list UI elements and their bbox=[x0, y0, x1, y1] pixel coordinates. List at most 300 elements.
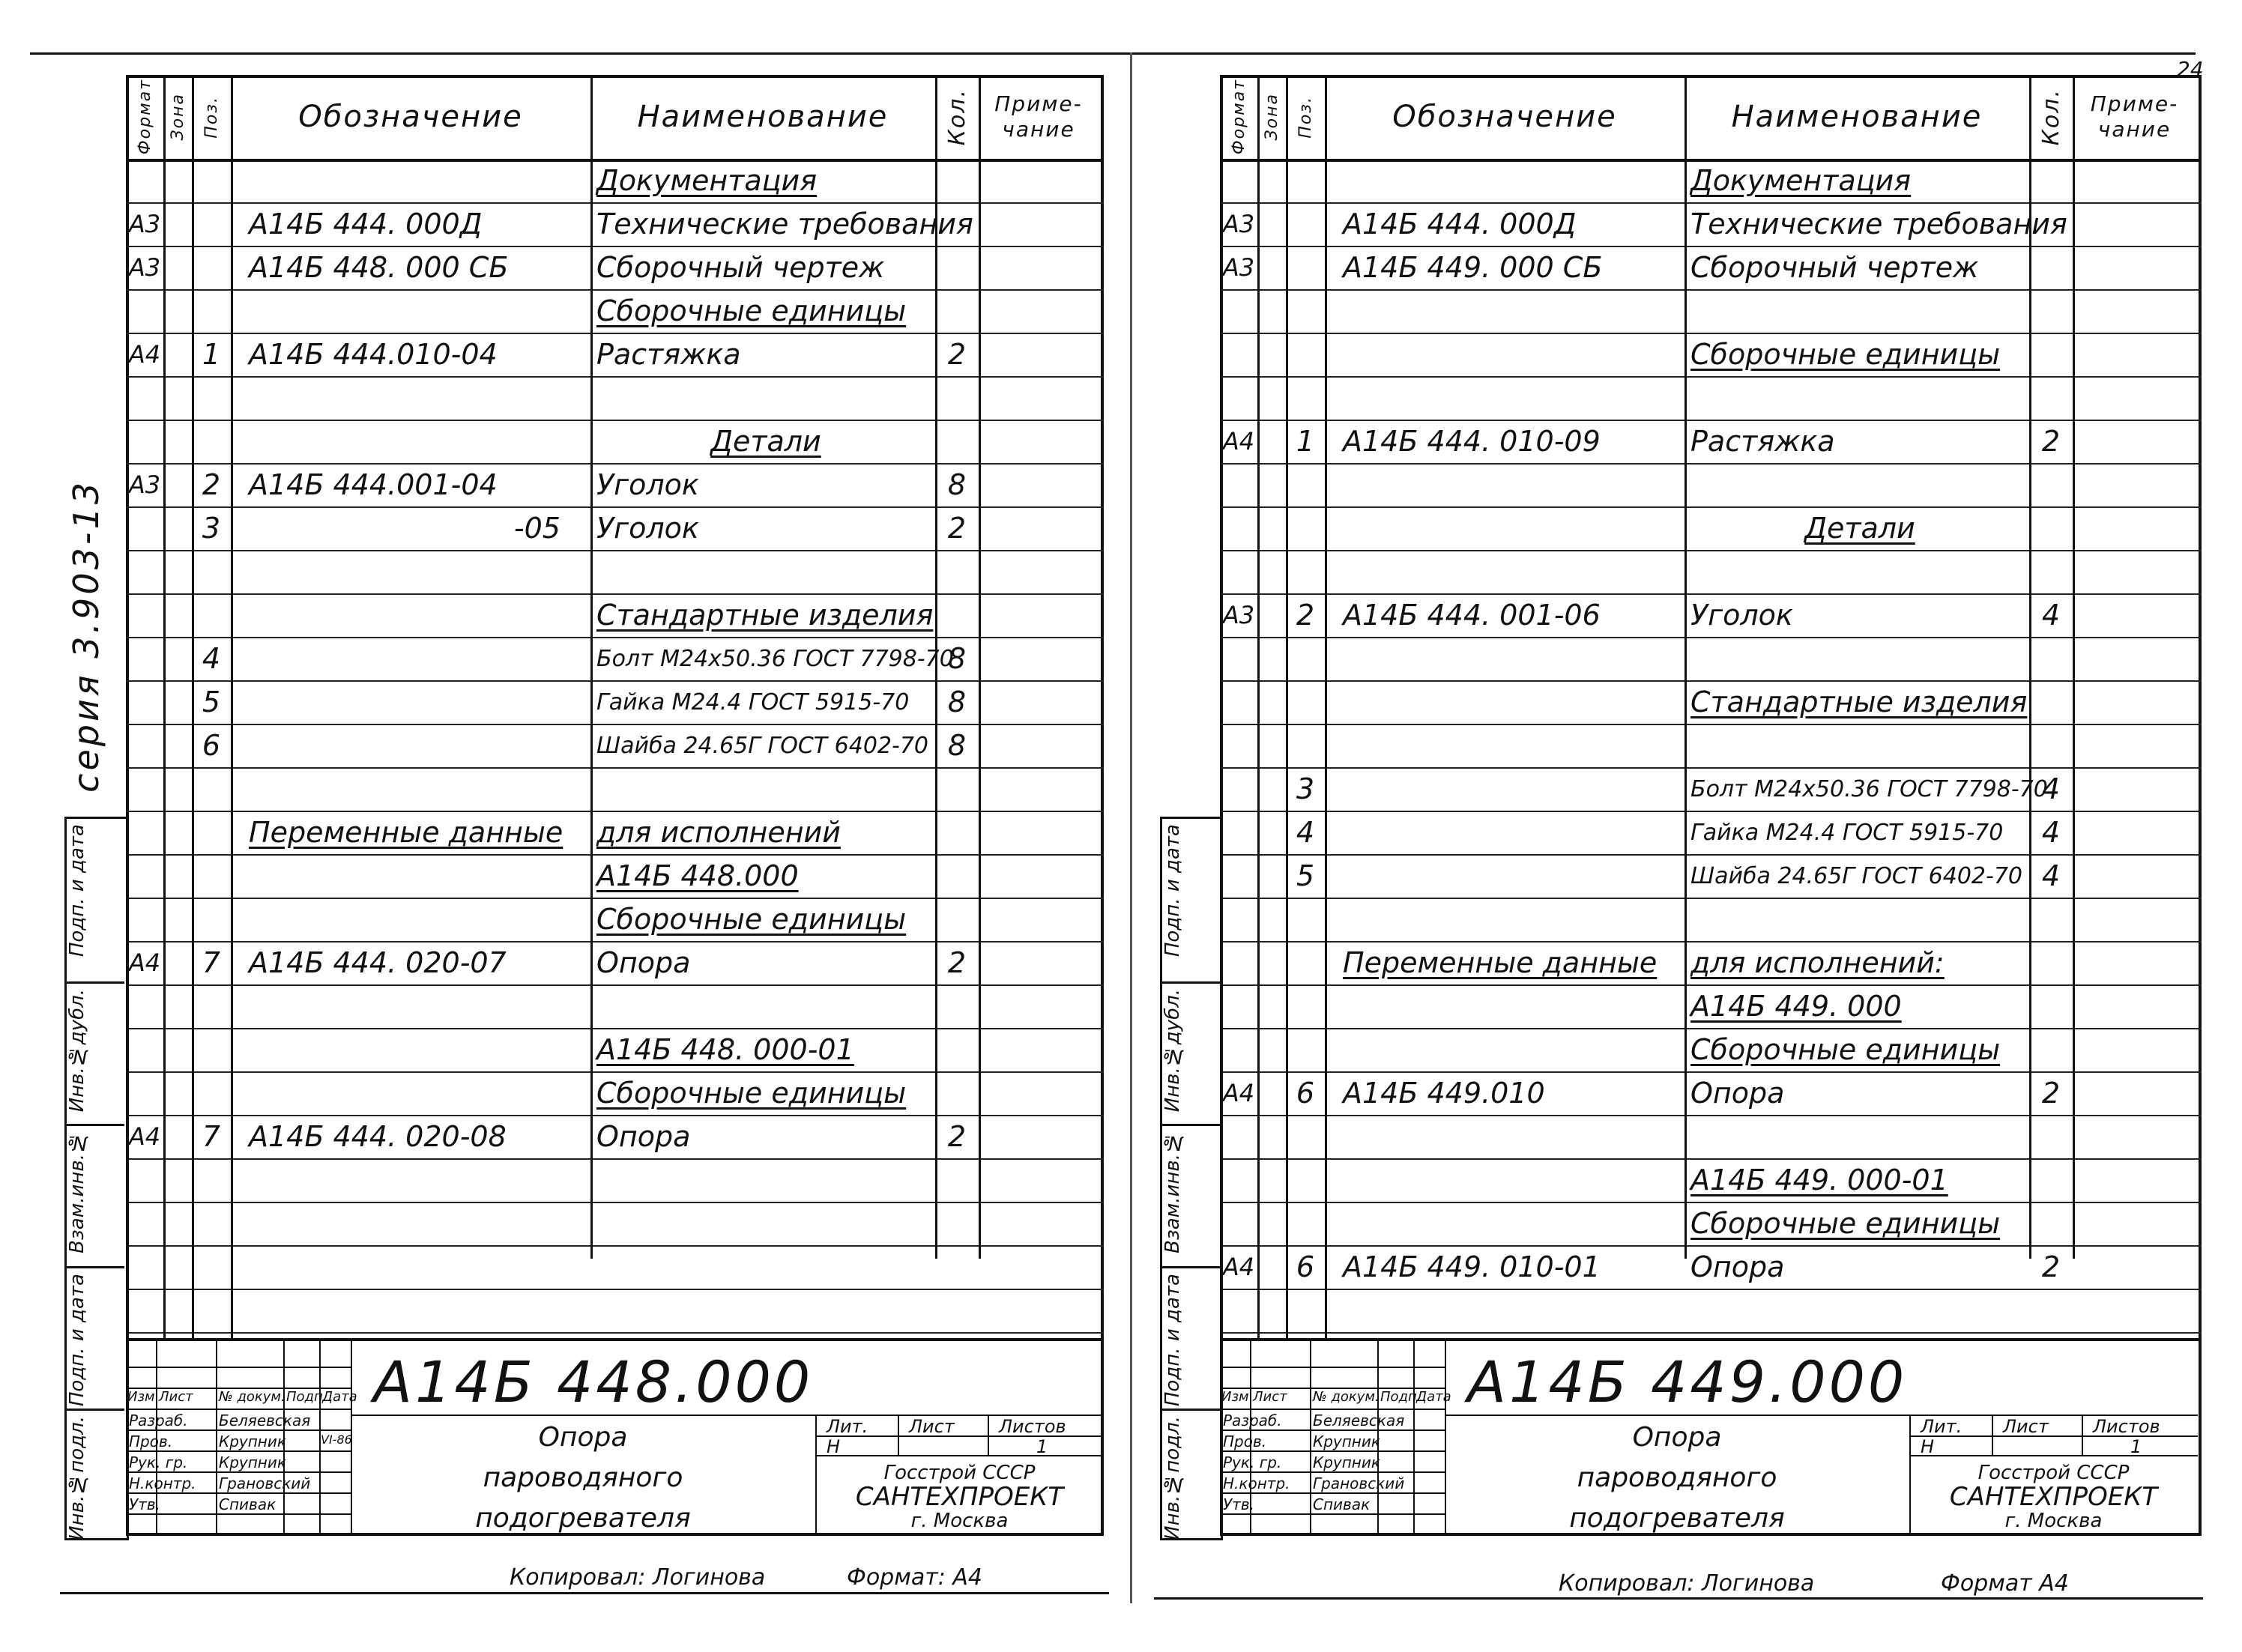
cell-designation: А14Б 449. 010-01 bbox=[1343, 1250, 1601, 1283]
cell-format: А3 bbox=[1222, 253, 1255, 282]
cell-designation bbox=[231, 1202, 590, 1245]
cell-designation bbox=[1325, 333, 1684, 376]
cell-format bbox=[126, 1028, 163, 1071]
cell-name bbox=[1684, 724, 2029, 767]
cell-position bbox=[192, 1071, 231, 1115]
cell-quantity: 4 bbox=[2041, 859, 2061, 892]
stamp-date: VI-86 bbox=[321, 1432, 352, 1447]
side-stamp-label: Инв.№подл. bbox=[1161, 1416, 1184, 1540]
side-stamp-divider bbox=[1160, 817, 1220, 819]
tb-divider bbox=[126, 1367, 351, 1368]
tb-divider bbox=[815, 1415, 817, 1536]
side-stamp-divider bbox=[1160, 1409, 1220, 1411]
cell-format bbox=[1220, 767, 1257, 811]
cell-designation: А14Б 444. 010-09 bbox=[1343, 425, 1601, 458]
cell-format bbox=[1220, 1202, 1257, 1245]
table-row bbox=[126, 1245, 1104, 1290]
cell-name bbox=[1684, 1289, 2029, 1332]
cell-name bbox=[590, 550, 935, 593]
stamp-role: Пров. bbox=[1223, 1432, 1267, 1450]
stamp-person: Спивак bbox=[1313, 1495, 1371, 1513]
side-stamp-divider bbox=[1160, 981, 1220, 984]
cell-designation: А14Б 444. 020-07 bbox=[249, 946, 507, 979]
col-format-header: Формат bbox=[1229, 79, 1248, 155]
cell-format bbox=[1220, 854, 1257, 898]
cell-name: А14Б 448.000 bbox=[596, 859, 799, 892]
table-row bbox=[1220, 550, 2202, 595]
stamp-header-cell: Изм bbox=[127, 1389, 155, 1405]
col-note-header: Приме-чание bbox=[994, 91, 1083, 142]
copied-by-left: Копировал: Логинова bbox=[510, 1564, 766, 1591]
cell-designation bbox=[1325, 724, 1684, 767]
cell-position bbox=[1286, 941, 1325, 984]
col-designation-header: Обозначение bbox=[1392, 100, 1617, 134]
cell-position bbox=[1286, 1158, 1325, 1202]
cell-designation bbox=[231, 550, 590, 593]
table-row bbox=[1220, 1158, 2202, 1203]
stamp-role: Утв. bbox=[129, 1495, 160, 1513]
stamp-person: Грановский bbox=[219, 1474, 311, 1492]
cell-position: 2 bbox=[1296, 599, 1315, 632]
tb-divider bbox=[1220, 1367, 1445, 1368]
stamp-role: Н.контр. bbox=[129, 1474, 196, 1492]
cell-quantity bbox=[2029, 1115, 2073, 1158]
cell-name: Стандартные изделия bbox=[596, 599, 934, 632]
cell-name: Стандартные изделия bbox=[1690, 686, 2028, 718]
cell-position bbox=[192, 376, 231, 420]
cell-position bbox=[192, 1245, 231, 1289]
cell-format bbox=[126, 811, 163, 854]
cell-quantity bbox=[2029, 724, 2073, 767]
cell-format bbox=[1220, 811, 1257, 854]
col-name-header: Наименование bbox=[1731, 100, 1983, 134]
cell-format bbox=[1220, 1289, 1257, 1332]
cell-position: 6 bbox=[1296, 1077, 1315, 1110]
document-title-line: Опора bbox=[538, 1422, 628, 1453]
tb-divider bbox=[126, 1492, 351, 1494]
tb-divider bbox=[126, 1409, 351, 1410]
cell-designation bbox=[231, 984, 590, 1028]
cell-position bbox=[1286, 984, 1325, 1028]
cell-format bbox=[126, 767, 163, 811]
cell-quantity bbox=[935, 1245, 979, 1289]
cell-format bbox=[126, 1158, 163, 1202]
cell-position bbox=[192, 202, 231, 246]
stamp-person: Беляевская bbox=[1313, 1412, 1405, 1429]
stamp-person: Грановский bbox=[1313, 1474, 1405, 1492]
stamp-person: Беляевская bbox=[219, 1412, 311, 1429]
table-row bbox=[1220, 767, 2202, 812]
cell-name: для исполнений: bbox=[1690, 946, 1945, 979]
cell-name: Сборочные единицы bbox=[596, 294, 907, 327]
cell-format: А4 bbox=[1222, 1253, 1255, 1281]
cell-designation: А14Б 444. 020-08 bbox=[249, 1120, 507, 1153]
table-row bbox=[1220, 333, 2202, 378]
cell-format: А3 bbox=[128, 253, 161, 282]
table-row bbox=[126, 767, 1104, 812]
cell-quantity: 8 bbox=[947, 729, 967, 762]
cell-position: 3 bbox=[202, 512, 221, 545]
cell-name: Сборочные единицы bbox=[1690, 338, 2001, 371]
cell-designation bbox=[231, 376, 590, 420]
sheet-divider bbox=[1130, 52, 1132, 1603]
cell-format: А4 bbox=[128, 948, 161, 977]
cell-format bbox=[1220, 1158, 1257, 1202]
sheet-label: Лист bbox=[909, 1416, 955, 1437]
stamp-header-cell: Дата bbox=[322, 1389, 357, 1405]
stamp-person: Крупник bbox=[219, 1432, 286, 1450]
cell-format bbox=[126, 1245, 163, 1289]
cell-name bbox=[590, 1202, 935, 1245]
tb-divider bbox=[126, 1429, 351, 1431]
cell-format bbox=[1220, 680, 1257, 724]
copied-by-right: Копировал: Логинова bbox=[1559, 1570, 1815, 1597]
stamp-person: Спивак bbox=[219, 1495, 277, 1513]
cell-quantity: 2 bbox=[947, 1120, 967, 1153]
cell-position: 2 bbox=[202, 468, 221, 501]
cell-quantity bbox=[935, 202, 979, 246]
stamp-role: Рук. гр. bbox=[1223, 1453, 1282, 1471]
stamp-role: Утв. bbox=[1223, 1495, 1254, 1513]
cell-name: Сборочный чертеж bbox=[1690, 251, 1979, 284]
page-number: 24 bbox=[2177, 57, 2204, 82]
table-row bbox=[1220, 1245, 2202, 1290]
cell-format bbox=[1220, 376, 1257, 420]
table-row bbox=[126, 420, 1104, 465]
cell-quantity bbox=[2029, 637, 2073, 680]
cell-format bbox=[1220, 637, 1257, 680]
cell-designation bbox=[231, 724, 590, 767]
cell-name: Сборочный чертеж bbox=[596, 251, 885, 284]
cell-name: Опора bbox=[1690, 1250, 1785, 1283]
cell-designation: А14Б 444.010-04 bbox=[249, 338, 498, 371]
cell-designation bbox=[231, 854, 590, 898]
table-row bbox=[126, 984, 1104, 1029]
table-row bbox=[1220, 463, 2202, 508]
cell-format: А4 bbox=[128, 340, 161, 369]
cell-name bbox=[590, 1289, 935, 1332]
cell-name bbox=[1684, 1115, 2029, 1158]
cell-quantity: 2 bbox=[947, 338, 967, 371]
col-qty-header: Кол. bbox=[2037, 88, 2064, 146]
table-row bbox=[1220, 898, 2202, 943]
cell-quantity bbox=[2029, 1028, 2073, 1071]
cell-position bbox=[192, 811, 231, 854]
cell-position: 7 bbox=[202, 1120, 221, 1153]
cell-designation: А14Б 444. 001-06 bbox=[1343, 599, 1601, 632]
cell-position bbox=[1286, 333, 1325, 376]
cell-position bbox=[1286, 724, 1325, 767]
lit-value: Н bbox=[827, 1436, 841, 1457]
organization-line: Госстрой СССР bbox=[883, 1462, 1036, 1484]
cell-position: 4 bbox=[202, 642, 221, 675]
cell-name bbox=[1684, 550, 2029, 593]
tb-divider bbox=[2082, 1415, 2083, 1455]
cell-quantity bbox=[935, 767, 979, 811]
cell-designation: А14Б 444. 000Д bbox=[249, 208, 483, 240]
document-title-line: пароводяного bbox=[1577, 1462, 1777, 1493]
table-row bbox=[1220, 420, 2202, 465]
cell-name: Сборочные единицы bbox=[1690, 1207, 2001, 1240]
tb-divider bbox=[988, 1415, 989, 1455]
table-row bbox=[1220, 941, 2202, 986]
table-row bbox=[126, 246, 1104, 291]
table-row bbox=[1220, 289, 2202, 334]
tb-divider bbox=[815, 1455, 1104, 1456]
table-row bbox=[1220, 811, 2202, 856]
organization-line: САНТЕХПРОЕКТ bbox=[1949, 1482, 2158, 1512]
cell-quantity: 2 bbox=[947, 946, 967, 979]
col-note-header: Приме-чание bbox=[2090, 91, 2179, 142]
side-stamp-label: Подп. и дата bbox=[66, 824, 88, 957]
table-row bbox=[126, 1289, 1104, 1334]
cell-position bbox=[192, 898, 231, 941]
stamp-person: Крупник bbox=[1313, 1453, 1380, 1471]
cell-name: Уголок bbox=[596, 468, 699, 501]
document-title-line: пароводяного bbox=[483, 1462, 683, 1493]
table-row bbox=[1220, 680, 2202, 725]
cell-quantity bbox=[935, 420, 979, 463]
side-stamp-label: Инв.№подл. bbox=[66, 1416, 88, 1540]
side-stamp-label: Инв.№дубл. bbox=[66, 989, 88, 1113]
cell-designation bbox=[1325, 767, 1684, 811]
series-label: серия 3.903-13 bbox=[66, 479, 106, 793]
table-row bbox=[126, 159, 1104, 204]
tb-divider bbox=[898, 1415, 899, 1455]
cell-designation bbox=[1325, 984, 1684, 1028]
format-left: Формат: А4 bbox=[847, 1564, 982, 1591]
cell-designation bbox=[1325, 811, 1684, 854]
table-row bbox=[1220, 1202, 2202, 1247]
cell-designation: Переменные данные bbox=[1343, 946, 1658, 979]
cell-position bbox=[1286, 1028, 1325, 1071]
cell-name bbox=[1684, 898, 2029, 941]
cell-name: Опора bbox=[1690, 1077, 1785, 1110]
sheets-label: Листов bbox=[999, 1416, 1066, 1437]
stamp-header-cell: Дата bbox=[1416, 1389, 1451, 1405]
cell-designation: Переменные данные bbox=[249, 816, 563, 849]
cell-name: Растяжка bbox=[596, 338, 741, 371]
table-row bbox=[126, 506, 1104, 551]
cell-format bbox=[1220, 941, 1257, 984]
cell-quantity bbox=[2029, 289, 2073, 333]
cell-designation bbox=[231, 767, 590, 811]
table-row bbox=[126, 202, 1104, 247]
cell-position bbox=[1286, 1289, 1325, 1332]
cell-designation: А14Б 449.010 bbox=[1343, 1077, 1545, 1110]
stamp-header-cell: Лист bbox=[1253, 1389, 1287, 1405]
tb-divider bbox=[216, 1341, 217, 1536]
cell-name bbox=[1684, 637, 2029, 680]
sheet-right bbox=[1220, 75, 2202, 1536]
spec-header bbox=[1220, 75, 2202, 162]
cell-quantity bbox=[2029, 941, 2073, 984]
col-designation-header: Обозначение bbox=[298, 100, 523, 134]
col-name-header: Наименование bbox=[637, 100, 889, 134]
cell-format bbox=[1220, 1115, 1257, 1158]
cell-quantity bbox=[2029, 506, 2073, 550]
side-stamp-label: Подп. и дата bbox=[1161, 824, 1184, 957]
cell-designation bbox=[1325, 1289, 1684, 1332]
table-row bbox=[1220, 202, 2202, 247]
document-code: А14Б 449.000 bbox=[1467, 1349, 1908, 1415]
cell-quantity bbox=[2029, 1202, 2073, 1245]
cell-position bbox=[1286, 1202, 1325, 1245]
cell-name bbox=[1684, 376, 2029, 420]
col-zone-header: Зона bbox=[168, 93, 187, 141]
cell-name: Сборочные единицы bbox=[1690, 1033, 2001, 1066]
cell-position bbox=[1286, 680, 1325, 724]
sheets-label: Листов bbox=[2093, 1416, 2160, 1437]
spec-header bbox=[126, 75, 1104, 162]
cell-position bbox=[192, 1028, 231, 1071]
cell-position bbox=[192, 159, 231, 202]
cell-format: А3 bbox=[1222, 601, 1255, 629]
cell-quantity bbox=[935, 289, 979, 333]
lit-label: Лит. bbox=[827, 1416, 868, 1437]
cell-designation bbox=[231, 289, 590, 333]
cell-position: 5 bbox=[1296, 859, 1315, 892]
cell-position bbox=[192, 289, 231, 333]
cell-quantity: 2 bbox=[2041, 425, 2061, 458]
bottom-rule-right bbox=[1154, 1597, 2203, 1600]
cell-name bbox=[590, 376, 935, 420]
cell-designation bbox=[1325, 289, 1684, 333]
cell-format: А4 bbox=[1222, 427, 1255, 456]
cell-designation: А14Б 448. 000 СБ bbox=[249, 251, 509, 284]
cell-name: Уголок bbox=[596, 512, 699, 545]
table-row bbox=[126, 463, 1104, 508]
stamp-header-cell: Изм bbox=[1221, 1389, 1249, 1405]
stamp-header-cell: Лист bbox=[159, 1389, 193, 1405]
side-stamp-divider bbox=[64, 817, 124, 819]
cell-name: Сборочные единицы bbox=[596, 903, 907, 936]
side-stamp-label: Инв.№дубл. bbox=[1161, 989, 1184, 1113]
table-row bbox=[126, 376, 1104, 421]
cell-designation bbox=[231, 593, 590, 637]
cell-position bbox=[1286, 1115, 1325, 1158]
cell-format bbox=[126, 420, 163, 463]
sheet-left bbox=[126, 75, 1104, 1536]
cell-format bbox=[126, 680, 163, 724]
side-stamp-divider bbox=[1160, 1124, 1220, 1126]
cell-designation bbox=[231, 680, 590, 724]
tb-divider bbox=[126, 1513, 351, 1515]
cell-format bbox=[126, 593, 163, 637]
cell-quantity bbox=[935, 898, 979, 941]
side-stamp-divider bbox=[64, 1409, 124, 1411]
cell-name: Сборочные единицы bbox=[596, 1077, 907, 1110]
document-title-line: подогревателя bbox=[475, 1503, 691, 1534]
cell-name: А14Б 449. 000-01 bbox=[1690, 1164, 1948, 1196]
cell-quantity bbox=[935, 593, 979, 637]
stamp-header-cell: № докум. bbox=[1313, 1389, 1380, 1405]
table-row bbox=[126, 289, 1104, 334]
cell-position: 5 bbox=[202, 686, 221, 718]
cell-designation bbox=[231, 1245, 590, 1289]
cell-format bbox=[126, 984, 163, 1028]
cell-designation: А14Б 444. 000Д bbox=[1343, 208, 1577, 240]
top-rule bbox=[30, 52, 2196, 55]
cell-format bbox=[126, 1071, 163, 1115]
cell-name: Технические требования bbox=[596, 208, 973, 240]
stamp-header-cell: Подп. bbox=[1380, 1389, 1421, 1405]
cell-name: Шайба 24.65Г ГОСТ 6402-70 bbox=[1690, 862, 2022, 889]
cell-position bbox=[192, 420, 231, 463]
table-row bbox=[126, 637, 1104, 682]
cell-quantity: 4 bbox=[2041, 772, 2061, 805]
cell-designation bbox=[1325, 463, 1684, 506]
cell-format bbox=[126, 376, 163, 420]
table-row bbox=[126, 898, 1104, 943]
tb-divider bbox=[1445, 1341, 1446, 1536]
table-row bbox=[1220, 246, 2202, 291]
cell-designation bbox=[231, 1028, 590, 1071]
title-block bbox=[1220, 1338, 2202, 1536]
cell-position: 6 bbox=[202, 729, 221, 762]
side-stamp-divider bbox=[64, 981, 124, 984]
cell-position bbox=[192, 767, 231, 811]
cell-name: для исполнений bbox=[596, 816, 841, 849]
cell-position bbox=[192, 1158, 231, 1202]
cell-position bbox=[1286, 463, 1325, 506]
cell-name: Технические требования bbox=[1690, 208, 2067, 240]
stamp-person: Крупник bbox=[1313, 1432, 1380, 1450]
cell-format bbox=[1220, 289, 1257, 333]
table-row bbox=[1220, 593, 2202, 638]
cell-name: А14Б 449. 000 bbox=[1690, 990, 1902, 1023]
side-stamp-label: Подп. и дата bbox=[66, 1274, 88, 1407]
cell-designation: А14Б 449. 000 СБ bbox=[1343, 251, 1603, 284]
table-row bbox=[126, 680, 1104, 725]
table-row bbox=[1220, 506, 2202, 551]
cell-quantity: 2 bbox=[2041, 1077, 2061, 1110]
cell-format bbox=[126, 637, 163, 680]
side-stamp-label: Взам.инв.№ bbox=[66, 1131, 88, 1253]
table-row bbox=[126, 724, 1104, 769]
col-pos-header: Поз. bbox=[1296, 95, 1315, 139]
organization-line: г. Москва bbox=[910, 1510, 1009, 1532]
cell-quantity: 2 bbox=[2041, 1250, 2061, 1283]
cell-quantity bbox=[2029, 333, 2073, 376]
cell-position: 1 bbox=[1296, 425, 1315, 458]
cell-format bbox=[1220, 506, 1257, 550]
cell-quantity bbox=[2029, 202, 2073, 246]
tb-divider bbox=[1909, 1415, 1911, 1536]
cell-position: 4 bbox=[1296, 816, 1315, 849]
cell-position: 6 bbox=[1296, 1250, 1315, 1283]
document-code: А14Б 448.000 bbox=[373, 1349, 814, 1415]
cell-quantity bbox=[2029, 376, 2073, 420]
table-row bbox=[126, 333, 1104, 378]
cell-quantity bbox=[935, 246, 979, 289]
cell-designation bbox=[231, 1158, 590, 1202]
table-row bbox=[1220, 1071, 2202, 1116]
cell-position bbox=[192, 984, 231, 1028]
cell-quantity: 8 bbox=[947, 686, 967, 718]
stamp-role: Н.контр. bbox=[1223, 1474, 1290, 1492]
tb-divider bbox=[126, 1450, 351, 1452]
cell-designation bbox=[1325, 1158, 1684, 1202]
cell-format bbox=[126, 506, 163, 550]
bottom-rule-left bbox=[60, 1592, 1109, 1594]
cell-name: Шайба 24.65Г ГОСТ 6402-70 bbox=[596, 732, 928, 759]
table-row bbox=[1220, 376, 2202, 421]
cell-format bbox=[126, 1289, 163, 1332]
tb-divider bbox=[126, 1471, 351, 1473]
cell-format bbox=[1220, 463, 1257, 506]
cell-quantity bbox=[935, 159, 979, 202]
